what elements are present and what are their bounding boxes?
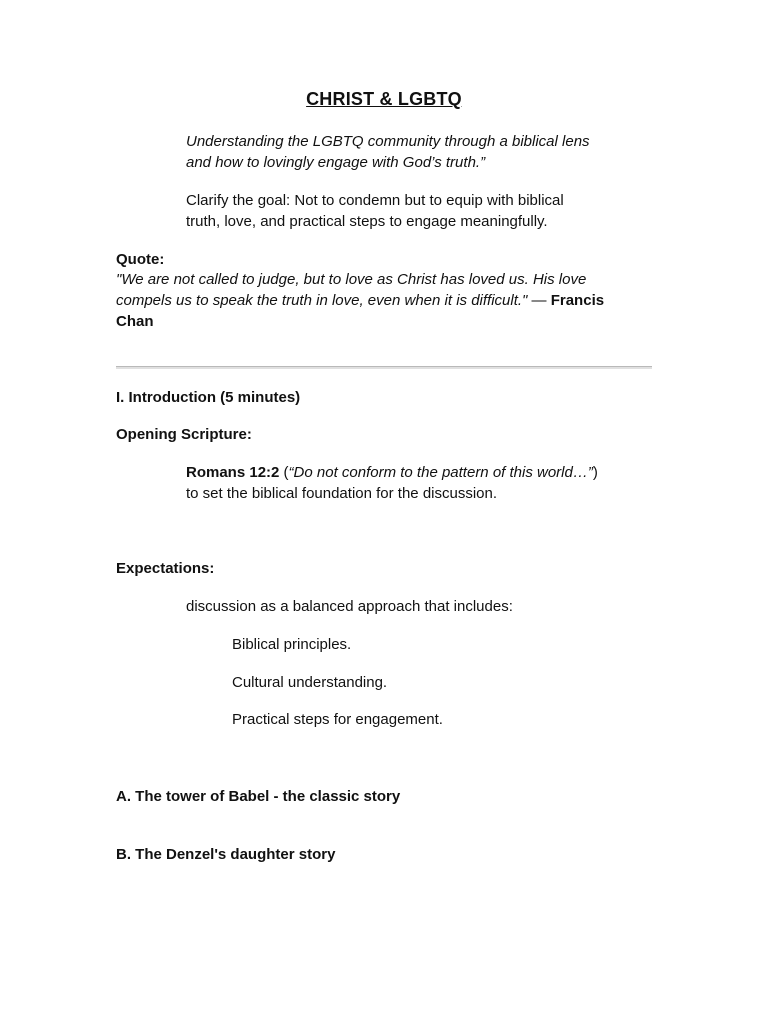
quote-label: Quote:	[116, 251, 165, 268]
subtitle-line-1: Understanding the LGBTQ community through a biblical lens	[186, 133, 590, 150]
page-title: CHRIST & LGBTQ	[306, 89, 462, 109]
quote-dash: —	[527, 292, 551, 309]
quote-line-2: compels us to speak the truth in love, even when it is difficult."	[116, 292, 528, 309]
expectations-intro: discussion as a balanced approach that includes:	[186, 598, 513, 615]
scripture-open-paren: (	[279, 464, 289, 481]
quote-author-last: Chan	[116, 313, 154, 330]
subtitle-line-2: and how to lovingly engage with God’s truth.”	[186, 154, 486, 171]
story-a-heading: A. The tower of Babel - the classic story	[116, 788, 401, 805]
quote-author-first: Francis	[550, 292, 605, 309]
section-introduction-heading: I. Introduction (5 minutes)	[116, 389, 301, 406]
expectation-item: Practical steps for engagement.	[232, 711, 443, 728]
story-b-heading: B. The Denzel's daughter story	[116, 846, 336, 863]
scripture-quote: “Do not conform to the pattern of this world…”	[288, 464, 593, 481]
goal-line-2: truth, love, and practical steps to engage meaningfully.	[186, 213, 548, 230]
horizontal-divider	[116, 366, 652, 369]
goal-line-1: Clarify the goal: Not to condemn but to equip with biblical	[186, 192, 564, 209]
scripture-close-paren: )	[592, 464, 598, 481]
expectations-label: Expectations:	[116, 560, 215, 577]
quote-line-1: "We are not called to judge, but to love as Christ has loved us. His love	[116, 271, 587, 288]
quote-line-2-wrapper	[116, 290, 604, 311]
scripture-line-1	[186, 462, 598, 483]
expectation-item: Biblical principles.	[232, 636, 352, 653]
scripture-reference: Romans 12:2	[186, 464, 280, 481]
opening-scripture-label: Opening Scripture:	[116, 426, 252, 443]
expectation-item: Cultural understanding.	[232, 674, 388, 691]
scripture-line-2: to set the biblical foundation for the discussion.	[186, 485, 498, 502]
